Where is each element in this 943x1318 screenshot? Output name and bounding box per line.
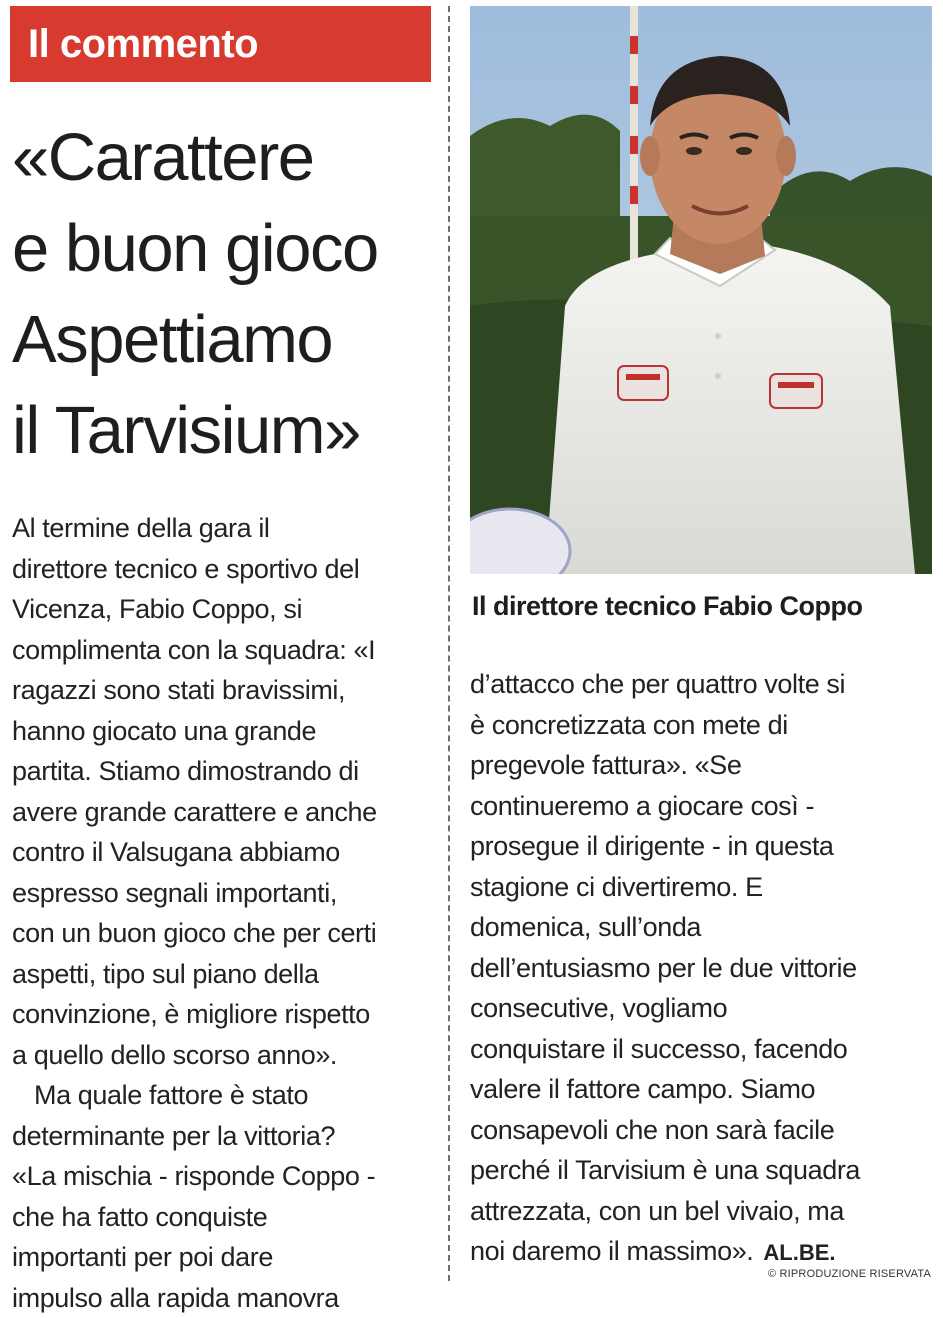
body-line: attrezzata, con un bel vivaio, ma [470, 1191, 930, 1232]
body-line: espresso segnali importanti, [12, 873, 437, 914]
body-line: contro il Valsugana abbiamo [12, 832, 437, 873]
headline-line: il Tarvisium» [12, 385, 437, 476]
body-line: Ma quale fattore è stato [12, 1075, 437, 1116]
copyright-notice: © RIPRODUZIONE RISERVATA [768, 1268, 931, 1280]
body-line: ragazzi sono stati bravissimi, [12, 670, 437, 711]
body-line: è concretizzata con mete di [470, 705, 930, 746]
shirt-logo-icon [618, 366, 668, 400]
body-line: «La mischia - risponde Coppo - [12, 1156, 437, 1197]
headline-line: Aspettiamo [12, 294, 437, 385]
article-body-right [470, 664, 930, 1272]
coach-photo [470, 6, 932, 574]
body-line: domenica, sull’onda [470, 907, 930, 948]
body-line: determinante per la vittoria? [12, 1116, 437, 1157]
article-body-left [12, 508, 437, 1318]
body-line: Vicenza, Fabio Coppo, si [12, 589, 437, 630]
body-line: pregevole fattura». «Se [470, 745, 930, 786]
body-line: che ha fatto conquiste [12, 1197, 437, 1238]
body-line: hanno giocato una grande [12, 711, 437, 752]
body-line-text: noi daremo il massimo». [470, 1236, 753, 1266]
body-line: perché il Tarvisium è una squadra [470, 1150, 930, 1191]
body-line: consapevoli che non sarà facile [470, 1110, 930, 1151]
body-line: aspetti, tipo sul piano della [12, 954, 437, 995]
body-line: a quello dello scorso anno». [12, 1035, 437, 1076]
photo-caption: Il direttore tecnico Fabio Coppo [472, 586, 932, 626]
body-line: importanti per poi dare [12, 1237, 437, 1278]
body-line: complimenta con la squadra: «I [12, 630, 437, 671]
body-line: convinzione, è migliore rispetto [12, 994, 437, 1035]
column-divider [448, 6, 450, 1281]
body-line: prosegue il dirigente - in questa [470, 826, 930, 867]
photo-illustration [470, 6, 932, 574]
section-label: Il commento [10, 6, 431, 82]
body-line: impulso alla rapida manovra [12, 1278, 437, 1318]
body-line: direttore tecnico e sportivo del [12, 549, 437, 590]
headline-line: e buon gioco [12, 203, 437, 294]
body-line: conquistare il successo, facendo [470, 1029, 930, 1070]
body-line-last [470, 1231, 930, 1272]
shirt-logo-icon [770, 374, 822, 408]
body-line: stagione ci divertiremo. E [470, 867, 930, 908]
body-line: dell’entusiasmo per le due vittorie [470, 948, 930, 989]
body-line: valere il fattore campo. Siamo [470, 1069, 930, 1110]
body-line: partita. Stiamo dimostrando di [12, 751, 437, 792]
body-line: d’attacco che per quattro volte si [470, 664, 930, 705]
headline-line: «Carattere [12, 112, 437, 203]
body-line: Al termine della gara il [12, 508, 437, 549]
body-line: consecutive, vogliamo [470, 988, 930, 1029]
body-line: continueremo a giocare così - [470, 786, 930, 827]
body-line: con un buon gioco che per certi [12, 913, 437, 954]
body-line: avere grande carattere e anche [12, 792, 437, 833]
author-signature: AL.BE. [763, 1240, 835, 1265]
headline [12, 112, 437, 476]
